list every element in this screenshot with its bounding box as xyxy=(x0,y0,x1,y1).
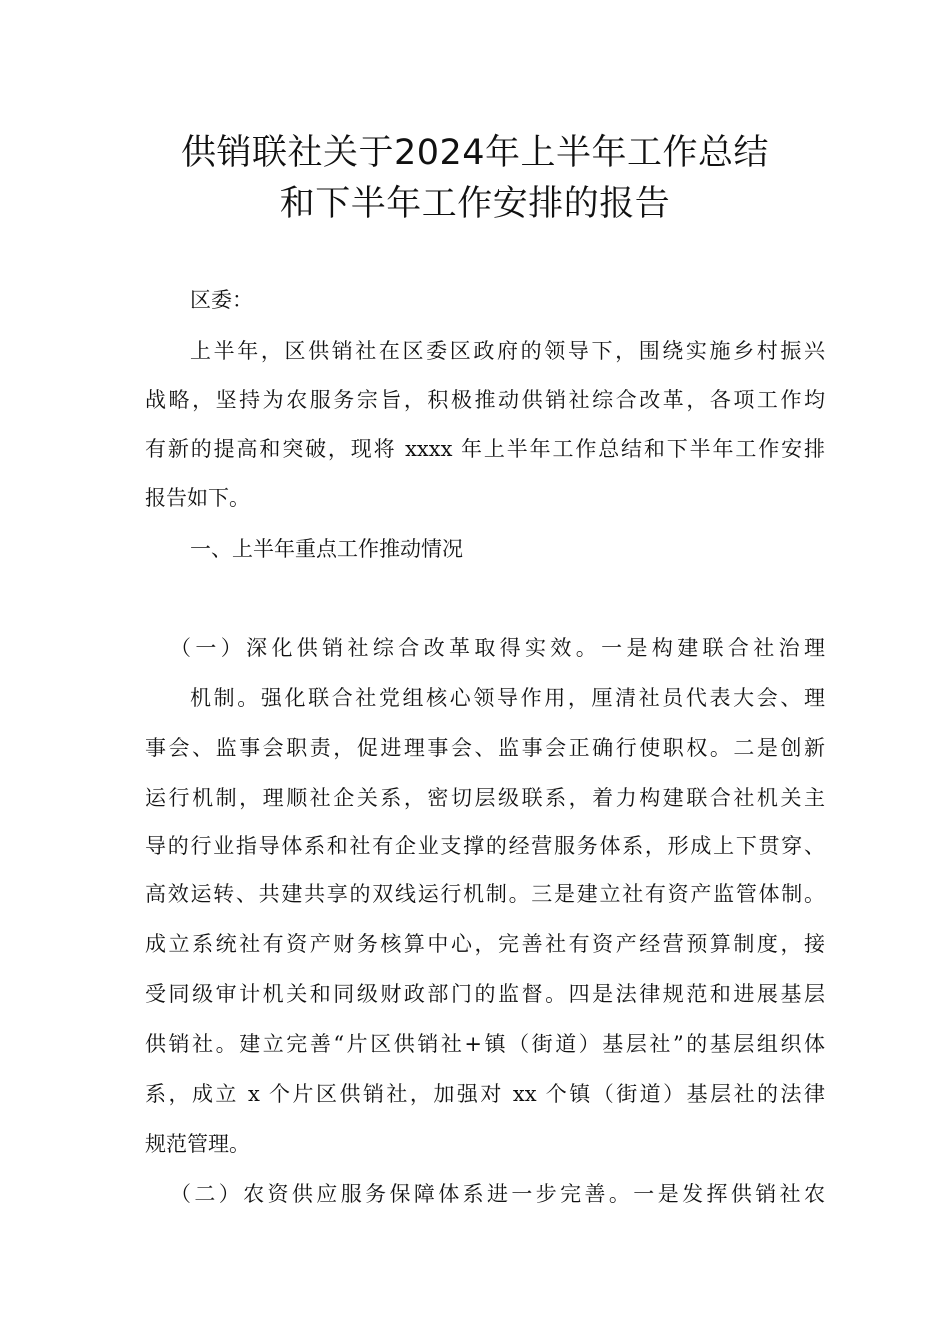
salutation: 区委： xyxy=(190,288,253,312)
paragraph-line: 机制。强化联合社党组核心领导作用，厘清社员代表大会、理 xyxy=(190,686,825,710)
intro-line: 战略，坚持为农服务宗旨，积极推动供销社综合改革，各项工作均 xyxy=(145,388,825,412)
paragraph-line: 事会、监事会职责，促进理事会、监事会正确行使职权。二是创新 xyxy=(145,736,825,760)
paragraph-line: 受同级审计机关和同级财政部门的监督。四是法律规范和进展基层 xyxy=(145,982,825,1006)
paragraph-line: 导的行业指导体系和社有企业支撑的经营服务体系，形成上下贯穿、 xyxy=(145,834,825,858)
paragraph-line: 供销社。建立完善“片区供销社+镇（街道）基层社”的基层组织体 xyxy=(145,1032,825,1056)
paragraph-line: 高效运转、共建共享的双线运行机制。三是建立社有资产监管体制。 xyxy=(145,882,825,906)
document-title-line-1: 供销联社关于2024年上半年工作总结 xyxy=(180,133,770,173)
intro-line: 上半年，区供销社在区委区政府的领导下，围绕实施乡村振兴 xyxy=(190,339,825,363)
paragraph-line: （一）深化供销社综合改革取得实效。一是构建联合社治理 xyxy=(170,636,825,660)
paragraph-line: 规范管理。 xyxy=(145,1132,250,1156)
intro-line: 有新的提高和突破，现将 xxxx 年上半年工作总结和下半年工作安排 xyxy=(145,437,825,461)
document-title-line-2: 和下半年工作安排的报告 xyxy=(279,184,671,224)
section-heading: 一、上半年重点工作推动情况 xyxy=(190,537,463,561)
paragraph-line: 成立系统社有资产财务核算中心，完善社有资产经营预算制度，接 xyxy=(145,932,825,956)
paragraph-line: 运行机制，理顺社企关系，密切层级联系，着力构建联合社机关主 xyxy=(145,786,825,810)
paragraph-line: （二）农资供应服务保障体系进一步完善。一是发挥供销社农 xyxy=(170,1182,825,1206)
paragraph-line: 系，成立 x 个片区供销社，加强对 xx 个镇（街道）基层社的法律 xyxy=(145,1082,825,1106)
intro-line: 报告如下。 xyxy=(145,486,250,510)
